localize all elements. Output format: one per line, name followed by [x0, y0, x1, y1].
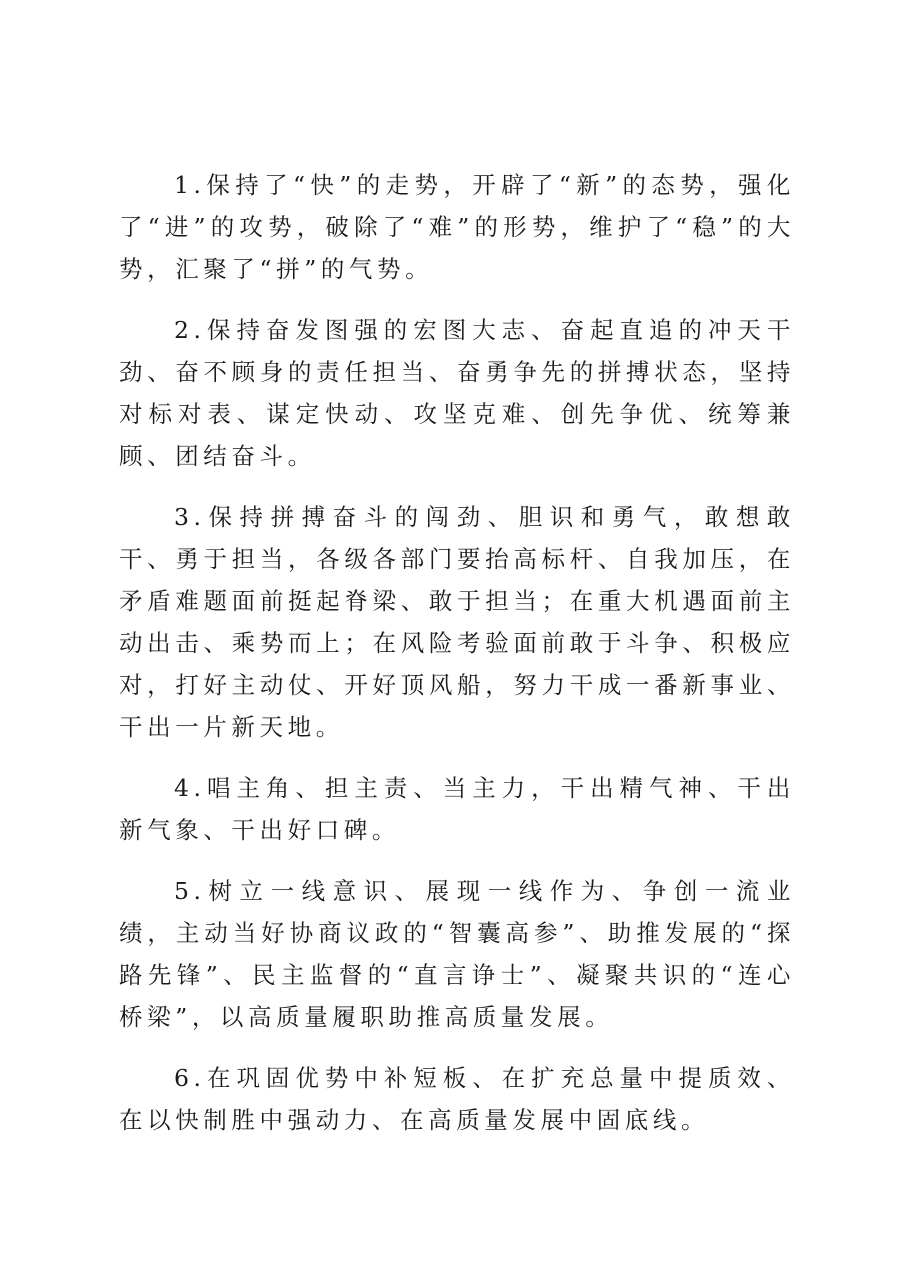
- paragraph-6: 6.在巩固优势中补短板、在扩充总量中提质效、在以快制胜中强动力、在高质量发展中固底线。: [119, 1064, 795, 1134]
- paragraph-1: 1.保持了“快”的走势，开辟了“新”的态势，强化了“进”的攻势，破除了“难”的形势，维护了“稳”的大势，汇聚了“拼”的气势。: [119, 171, 795, 283]
- paragraph-3: 3.保持拼搏奋斗的闯劲、胆识和勇气，敢想敢干、勇于担当，各级各部门要抬高标杆、自我加压，在矛盾难题面前挺起脊梁、敢于担当；在重大机遇面前主动出击、乘势而上；在风险考验面前敢于斗争、积极应对，打好主动仗、开好顶风船，努力干成一番新事业、干出一片新天地。: [119, 503, 795, 741]
- paragraph-2: 2.保持奋发图强的宏图大志、奋起直追的冲天干劲、奋不顾身的责任担当、奋勇争先的拼搏状态，坚持对标对表、谋定快动、攻坚克难、创先争优、统筹兼顾、团结奋斗。: [119, 316, 795, 470]
- paragraph-4: 4.唱主角、担主责、当主力，干出精气神、干出新气象、干出好口碑。: [119, 774, 795, 844]
- paragraph-5: 5.树立一线意识、展现一线作为、争创一流业绩，主动当好协商议政的“智囊高参”、助推发展的“探路先锋”、民主监督的“直言诤士”、凝聚共识的“连心桥梁”，以高质量履职助推高质量发展。: [119, 877, 795, 1031]
- document-body: [119, 164, 795, 1160]
